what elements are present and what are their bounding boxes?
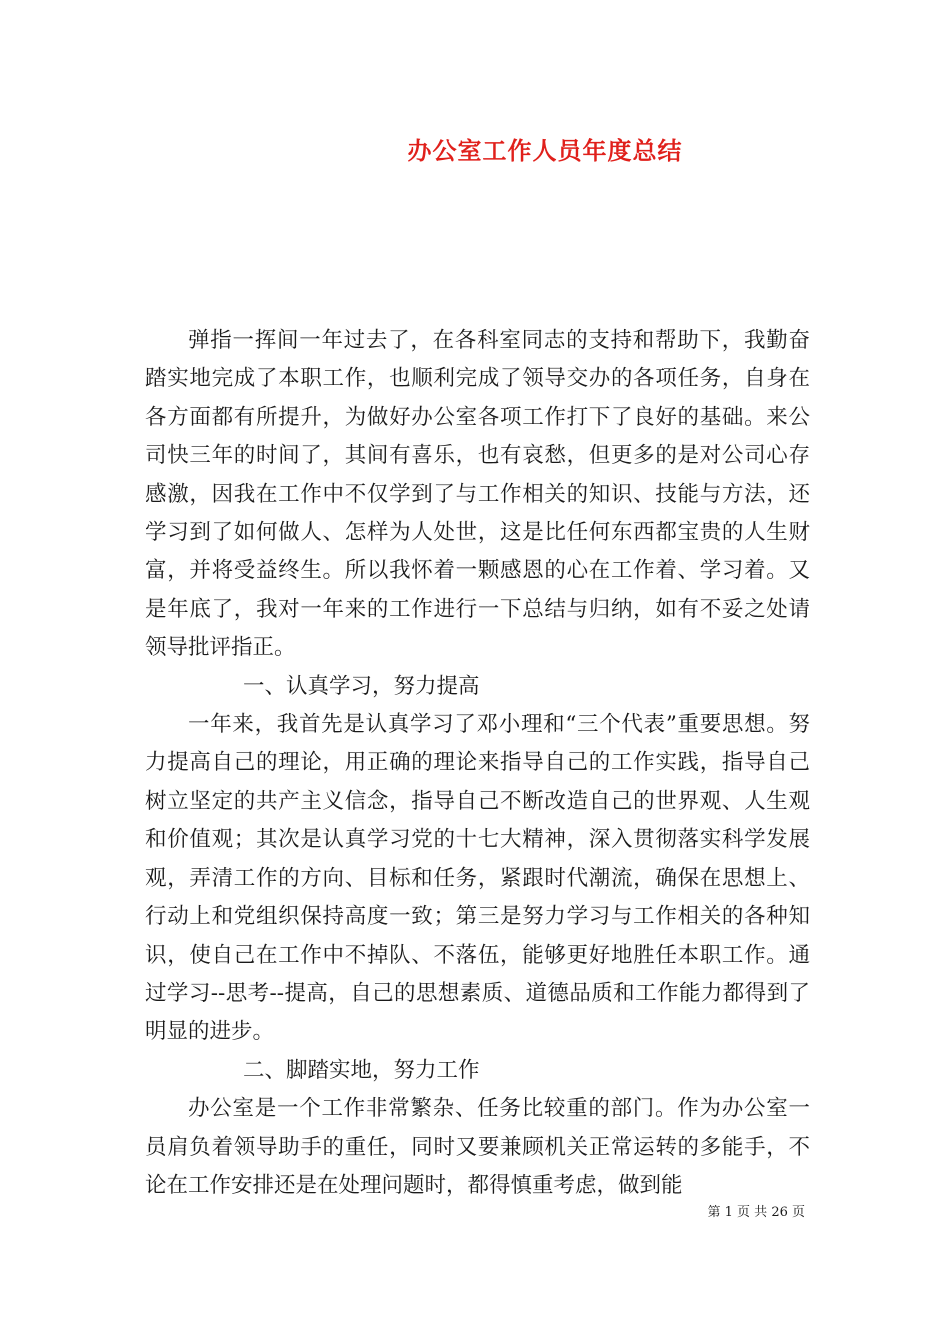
paragraph-work: 办公室是一个工作非常繁杂、任务比较重的部门。作为办公室一员肩负着领导助手的重任，同时又要兼顾机关正常运转的多能手，不论在工作安排还是在处理问题时，都得慎重考虑，做到能 bbox=[145, 1096, 810, 1198]
document-body bbox=[145, 322, 810, 1205]
section-heading-1: 一、认真学习，努力提高 bbox=[243, 673, 480, 699]
page-number-footer: 第 1 页 共 26 页 bbox=[707, 1205, 805, 1220]
paragraph-study: 一年来，我首先是认真学习了邓小理和“三个代表”重要思想。努力提高自己的理论，用正确的理论来指导自己的工作实践，指导自己树立坚定的共产主义信念，指导自己不断改造自己的世界观、人生观和价值观；其次是认真学习党的十七大精神，深入贯彻落实科学发展观，弄清工作的方向、目标和任务，紧跟时代潮流，确保在思想上、行动上和党组织保持高度一致；第三是努力学习与工作相关的各种知识，使自己在工作中不掉队、不落伍，能够更好地胜任本职工作。通过学习--思考--提高，自己的思想素质、道德品质和工作能力都得到了明显的进步。 bbox=[145, 712, 810, 1045]
section-heading-2: 二、脚踏实地，努力工作 bbox=[243, 1057, 480, 1083]
document-title: 办公室工作人员年度总结 bbox=[407, 137, 683, 165]
paragraph-intro: 弹指一挥间一年过去了，在各科室同志的支持和帮助下，我勤奋踏实地完成了本职工作，也顺利完成了领导交办的各项任务，自身在各方面都有所提升，为做好办公室各项工作打下了良好的基础。来公司快三年的时间了，其间有喜乐，也有哀愁，但更多的是对公司心存感激，因我在工作中不仅学到了与工作相关的知识、技能与方法，还学习到了如何做人、怎样为人处世，这是比任何东西都宝贵的人生财富，并将受益终生。所以我怀着一颗感恩的心在工作着、学习着。又是年底了，我对一年来的工作进行一下总结与归纳，如有不妥之处请领导批评指正。 bbox=[145, 328, 810, 661]
